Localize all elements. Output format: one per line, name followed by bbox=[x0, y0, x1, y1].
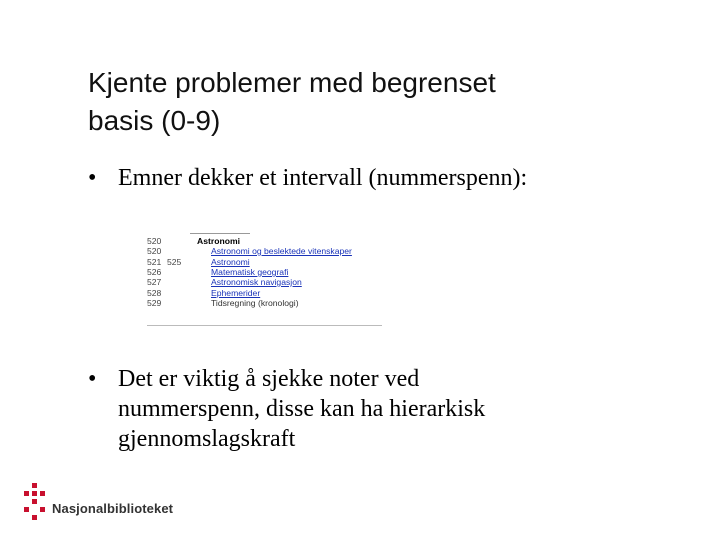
bullet-text-2-line-2: nummerspenn, disse kan ha hierarkisk bbox=[118, 396, 486, 422]
class-link[interactable]: Matematisk geografi bbox=[211, 267, 289, 277]
bullet-item-2 bbox=[88, 364, 678, 454]
bullet-text-2-line-3: gjennomslagskraft bbox=[118, 426, 296, 452]
class-text: Tidsregning (kronologi) bbox=[211, 298, 299, 308]
bullet-marker: • bbox=[88, 165, 97, 191]
slide-title-line-2: basis (0-9) bbox=[88, 105, 221, 136]
logo-wordmark: Nasjonalbiblioteket bbox=[52, 501, 174, 516]
class-link[interactable]: Ephemerider bbox=[211, 288, 261, 298]
class-number: 526 bbox=[147, 267, 162, 277]
class-number: 520 bbox=[147, 246, 162, 256]
slide-title bbox=[88, 64, 648, 140]
class-link[interactable]: Astronomisk navigasjon bbox=[211, 277, 302, 287]
excerpt-top-rule bbox=[190, 233, 250, 234]
class-number: 529 bbox=[147, 298, 162, 308]
class-link[interactable]: Astronomi og beslektede vitenskaper bbox=[211, 246, 352, 256]
bullet-marker: • bbox=[88, 366, 97, 392]
classification-excerpt bbox=[147, 233, 382, 328]
class-heading: Astronomi bbox=[197, 236, 240, 246]
slide-title-line-1: Kjente problemer med begrenset bbox=[88, 67, 496, 98]
class-link[interactable]: Astronomi bbox=[211, 257, 250, 267]
excerpt-bottom-rule bbox=[147, 325, 382, 326]
logo-mark-icon bbox=[24, 483, 48, 523]
bullet-text-1: Emner dekker et intervall (nummerspenn): bbox=[118, 165, 528, 191]
bullet-item-1 bbox=[88, 163, 698, 193]
bullet-text-2-line-1: Det er viktig å sjekke noter ved bbox=[118, 366, 420, 392]
class-number: 520 bbox=[147, 236, 162, 246]
nasjonalbiblioteket-logo bbox=[24, 483, 194, 523]
class-number-range-end: 525 bbox=[167, 257, 182, 267]
class-number: 528 bbox=[147, 288, 162, 298]
class-number: 521 bbox=[147, 257, 162, 267]
class-number: 527 bbox=[147, 277, 162, 287]
